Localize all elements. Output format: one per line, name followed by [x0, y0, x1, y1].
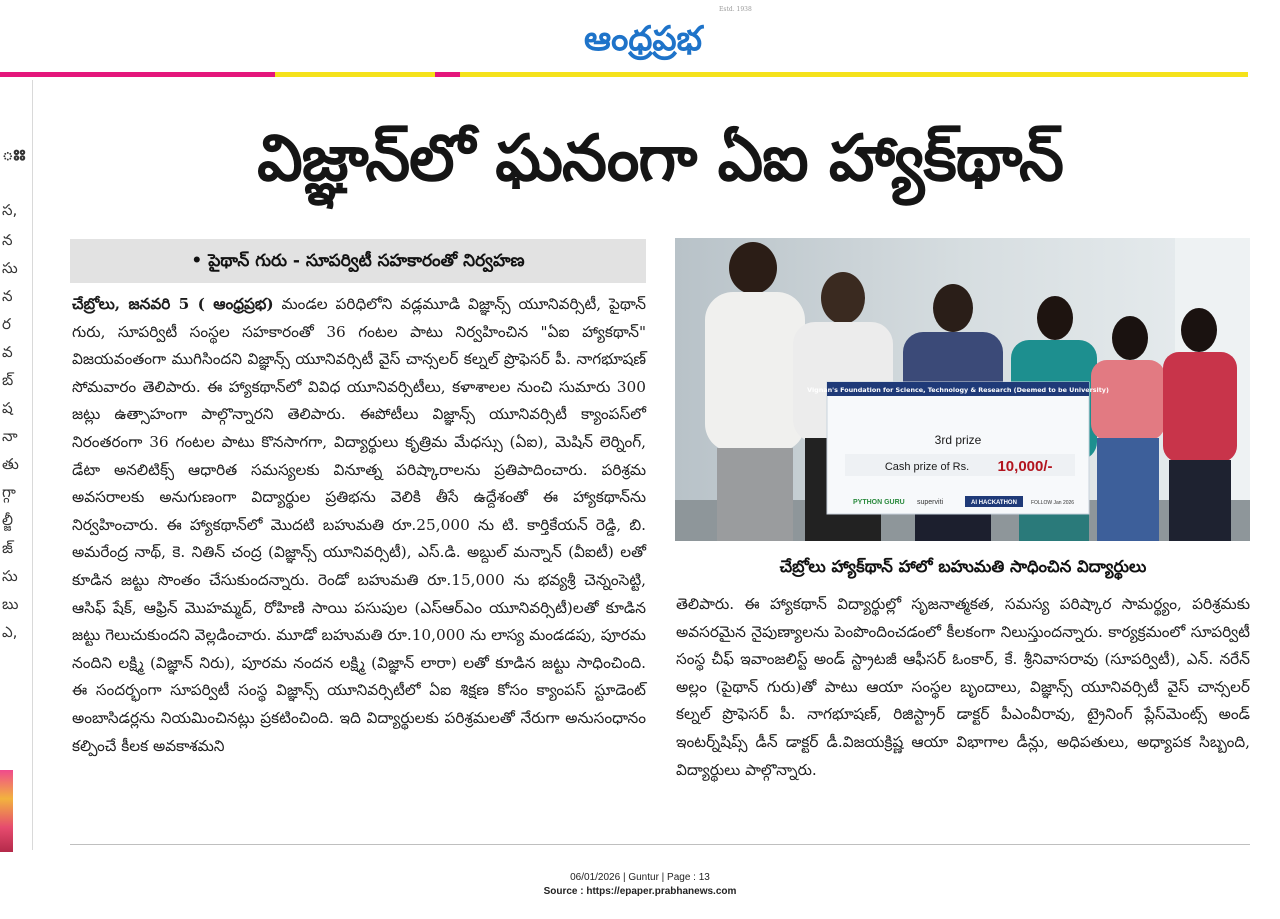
fragment-text: న — [2, 231, 13, 249]
fragment-text: ల్జీ — [2, 511, 13, 529]
article-dateline: చేబ్రోలు, జనవరి 5 ( ఆంధ్రప్రభ) — [72, 295, 274, 313]
fragment-text: గ్గా — [2, 483, 16, 501]
article-photo — [675, 238, 1250, 541]
article-headline: విజ్ఞాన్‌లో ఘనంగా ఏఐ హ్యాక్‌థాన్ — [257, 122, 1063, 196]
cheque-prize-label: 3rd prize — [934, 433, 982, 447]
fragment-text: జ్ — [2, 539, 13, 557]
event-date-label: FOLLOW Jan 2026 — [1031, 500, 1075, 506]
article-body-text-continued: తెలిపారు. ఈ హ్యాకథాన్ విద్యార్థుల్లో సృజనాత్మకత, సమస్య పరిష్కార సామర్థ్యం, పరిశ్రమకు అవసరమైన నైపుణ్యాలను పెంపొందించడంలో కీలకంగా నిలుస్తుందన్నారు. కార్యక్రమంలో సూపర్విటీ సంస్థ చీఫ్ ఇవాంజలిస్ట్ అండ్ స్ట్రాటజీ ఆఫీసర్ ఓంకార్, కే. శ్రీనివాసరావు (సూపర్విటీ), ఎన్. నరేన్ అల్లం (పైథాన్ గురు)తో పాటు ఆయా సంస్థల బృందాలు, విజ్ఞాన్స్ యూనివర్సిటీ వైస్ చాన్సలర్ కల్నల్ ప్రొఫెసర్ పీ. నాగభూషణ్, రిజిస్ట్రార్ డాక్టర్ పీఎంవీరావు, ట్రైనింగ్ ప్లేస్‌మెంట్స్ అండ్ ఇంటర్న్‌షిప్స్ డీన్ డాక్టర్ డీ.విజయక్రిష్ణ ఆయా విభాగాల డీన్లు, అధిపతులు, అధ్యాపక సిబ్బంది, విద్యార్థులు పాల్గొన్నారు. — [676, 595, 1250, 779]
ai-hackathon-logo: AI HACKATHON — [971, 500, 1017, 506]
masthead — [0, 4, 1280, 70]
fragment-text: ఎ, — [2, 623, 18, 641]
fragment-text: బు — [2, 595, 19, 613]
svg-text:ఆంధ్రప్రభ: ఆంధ్రప్రభ — [583, 19, 703, 59]
adjacent-photo-fragment — [0, 770, 13, 852]
article-body-text: మండల పరిధిలోని వడ్లమూడి విజ్ఞాన్స్ యూనివర్సిటీ, పైథాన్ గురు, సూపర్విటీ సంస్థల సహకారంతో 36 గంటల పాటు నిర్వహించిన "ఏఐ హ్యాకథాన్" విజయవంతంగా ముగిసిందని విజ్ఞాన్స్ యూనివర్సిటీ వైస్ చాన్సలర్ కల్నల్ ప్రొఫెసర్ పీ. నాగభూషణ్ సోమవారం తెలిపారు. ఈ హ్యాకథాన్‌లో వివిధ యూనివర్సిటీలు, కళాశాలల నుంచి సుమారు 300 జట్లు ఉత్సాహంగా పాల్గొన్నారని తెలిపారు. ఈపోటీలు విజ్ఞాన్స్ యూనివర్సిటీ క్యాంపస్‌లో నిరంతరంగా 36 గంటల పాటు కొనసాగగా, విద్యార్థులు కృత్రిమ మేధస్సు (ఏఐ), మెషిన్ లెర్నింగ్, డేటా అనలిటిక్స్ ఆధారిత సమస్యలకు వినూత్న పరిష్కారాలను ప్రతిపాదించారు. పరిశ్రమ అవసరాలకు అనుగుణంగా విద్యార్థుల ప్రతిభను వెలికి తీసే ఉద్దేశంతో ఈ హ్యాకథాన్‌ను నిర్వహించారు. ఈ హ్యాకథాన్‌లో మొదటి బహుమతి రూ.25,000 ను టి. కార్తికేయన్ రెడ్డి, బి. అమరేంద్ర నాథ్, కె. నితిన్ చంద్ర (విజ్ఞాన్స్ యూనివర్సిటీ), ఎస్.డి. అబ్దుల్ మన్నాన్ (వీఐటీ) లతో కూడిన జట్టు సొంతం చేసుకుందన్నారు. రెండో బహుమతి రూ.15,000 ను భవ్యశ్రీ చెన్నంసెట్టి, ఆసిఫ్ షేక్, ఆఫ్రిన్ మొహమ్మద్, రోహిణి సాయి పసుపుల (ఎస్ఆర్ఎం యూనివర్సిటీ)లతో కూడిన జట్టు గెలుచుకుందని వెల్లడించారు. మూడో బహుమతి రూ.10,000 ను లాస్య మండడపు, పూరమ నందిని లక్ష్మి (విజ్ఞాన్ నిరు), పూరమ నందన లక్ష్మి (విజ్ఞాన్ లారా) లతో కూడిన జట్టు సాధించింది. ఈ సందర్భంగా సూపర్విటీ సంస్థ విజ్ఞాన్స్ యూనివర్సిటీలో ఏఐ శిక్షణ కోసం క్యాంపస్ స్టూడెంట్ అంబాసిడర్లను నియమించినట్లు ప్రకటించింది. ఇది విద్యార్థులకు పరిశ్రమలతో నేరుగా అనుసంధానం కల్పించే కీలక అవకాశమని — [72, 295, 646, 755]
strip-segment — [0, 72, 275, 77]
article-subhead: • పైథాన్ గురు - సూపర్విటీ సహకారంతో నిర్వహణ — [191, 251, 525, 271]
fragment-text: తు — [2, 455, 19, 473]
footer-source: Source : https://epaper.prabhanews.com — [543, 886, 737, 897]
cheque-board — [807, 382, 1109, 514]
fragment-text: సు — [2, 259, 18, 277]
article-body-column-1 — [72, 291, 646, 760]
python-guru-logo: PYTHON GURU — [853, 499, 905, 506]
cheque-cash-label: Cash prize of Rs. — [884, 461, 970, 473]
adjacent-article-fragment — [0, 135, 26, 655]
fragment-text: న — [2, 287, 13, 305]
column-divider — [32, 80, 33, 850]
strip-segment — [275, 72, 435, 77]
newspaper-logo — [543, 10, 743, 62]
photo-caption: చేబ్రోలు హ్యాక్‌థాన్ హాలో బహుమతి సాధించిన విద్యార్థులు — [779, 557, 1147, 576]
superviti-logo: superviti — [917, 499, 944, 506]
footer-divider — [70, 844, 1250, 845]
cheque-cash-amount: 10,000/- — [997, 458, 1053, 475]
fragment-text: ఃః — [2, 141, 26, 165]
strip-segment — [435, 72, 460, 77]
fragment-text: సు — [2, 567, 18, 585]
fragment-text: ర — [2, 315, 11, 333]
header-color-strip — [0, 72, 1248, 77]
logo-established: Estd. 1938 — [719, 6, 752, 13]
cheque-header-text: Vignan's Foundation for Science, Technology & Research (Deemed to be University) — [807, 386, 1109, 394]
strip-segment — [460, 72, 1140, 77]
fragment-text: వ — [2, 343, 13, 361]
fragment-text: నా — [2, 427, 18, 445]
fragment-text: ష — [2, 399, 13, 417]
footer-date-page: 06/01/2026 | Guntur | Page : 13 — [570, 872, 710, 883]
article-body-column-2 — [676, 591, 1250, 784]
fragment-text: బ్ — [2, 371, 14, 389]
fragment-text: స, — [2, 201, 18, 219]
strip-segment — [1140, 72, 1248, 77]
